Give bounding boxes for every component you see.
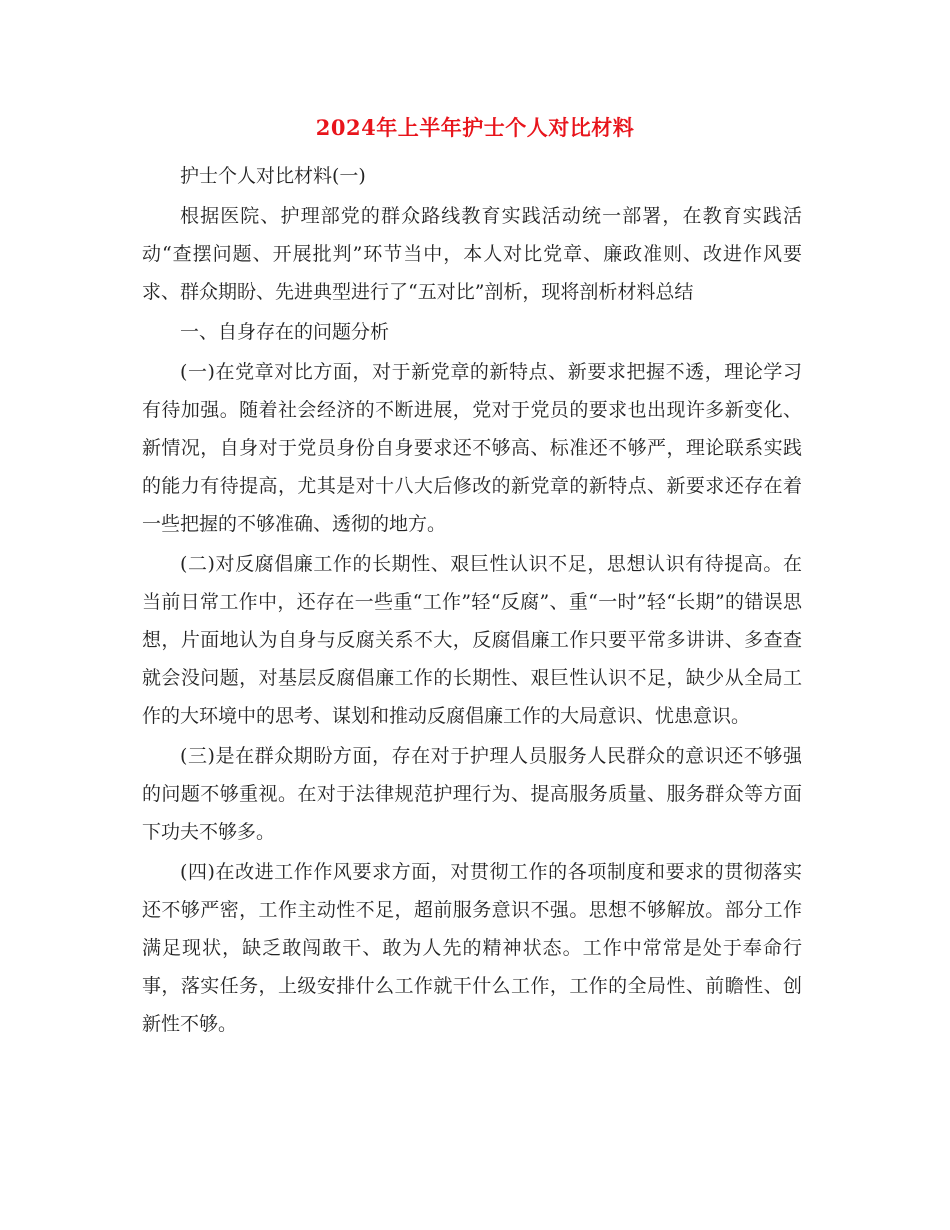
paragraph-subtitle: 护士个人对比材料(一) [180, 165, 366, 187]
section-heading-problems: 一、自身存在的问题分析 [180, 321, 390, 343]
paragraph-item-2: (二)对反腐倡廉工作的长期性、艰巨性认识不足，思想认识有待提高。在当前日常工作中，还存在一些重“工作”轻“反腐”、重“一时”轻“长期”的错误思想，片面地认为自身与反腐关系不大，反腐倡廉工作只要平常多讲讲、多查查就会没问题，对基层反腐倡廉工作的长期性、艰巨性认识不足，缺少从全局工作的大环境中的思考、谋划和推动反腐倡廉工作的大局意识、忧患意识。 [142, 553, 802, 727]
paragraph-item-3: (三)是在群众期盼方面，存在对于护理人员服务人民群众的意识还不够强的问题不够重视。在对于法律规范护理行为、提高服务质量、服务群众等方面下功夫不够多。 [142, 745, 802, 843]
paragraph-intro: 根据医院、护理部党的群众路线教育实践活动统一部署，在教育实践活动“查摆问题、开展批判”环节当中，本人对比党章、廉政准则、改进作风要求、群众期盼、先进典型进行了“五对比”剖析，现将剖析材料总结 [142, 205, 802, 303]
paragraph-item-4: (四)在改进工作作风要求方面，对贯彻工作的各项制度和要求的贯彻落实还不够严密，工作主动性不足，超前服务意识不强。思想不够解放。部分工作满足现状，缺乏敢闯敢干、敢为人先的精神状态。工作中常常是处于奉命行事，落实任务，上级安排什么工作就干什么工作，工作的全局性、前瞻性、创新性不够。 [142, 861, 802, 1035]
document-body [142, 157, 802, 1043]
paragraph-item-1: (一)在党章对比方面，对于新党章的新特点、新要求把握不透，理论学习有待加强。随着社会经济的不断进展，党对于党员的要求也出现许多新变化、新情况，自身对于党员身份自身要求还不够高、标准还不够严，理论联系实践的能力有待提高，尤其是对十八大后修改的新党章的新特点、新要求还存在着一些把握的不够准确、透彻的地方。 [142, 361, 802, 535]
document-title: 2024年上半年护士个人对比材料 [315, 115, 635, 140]
